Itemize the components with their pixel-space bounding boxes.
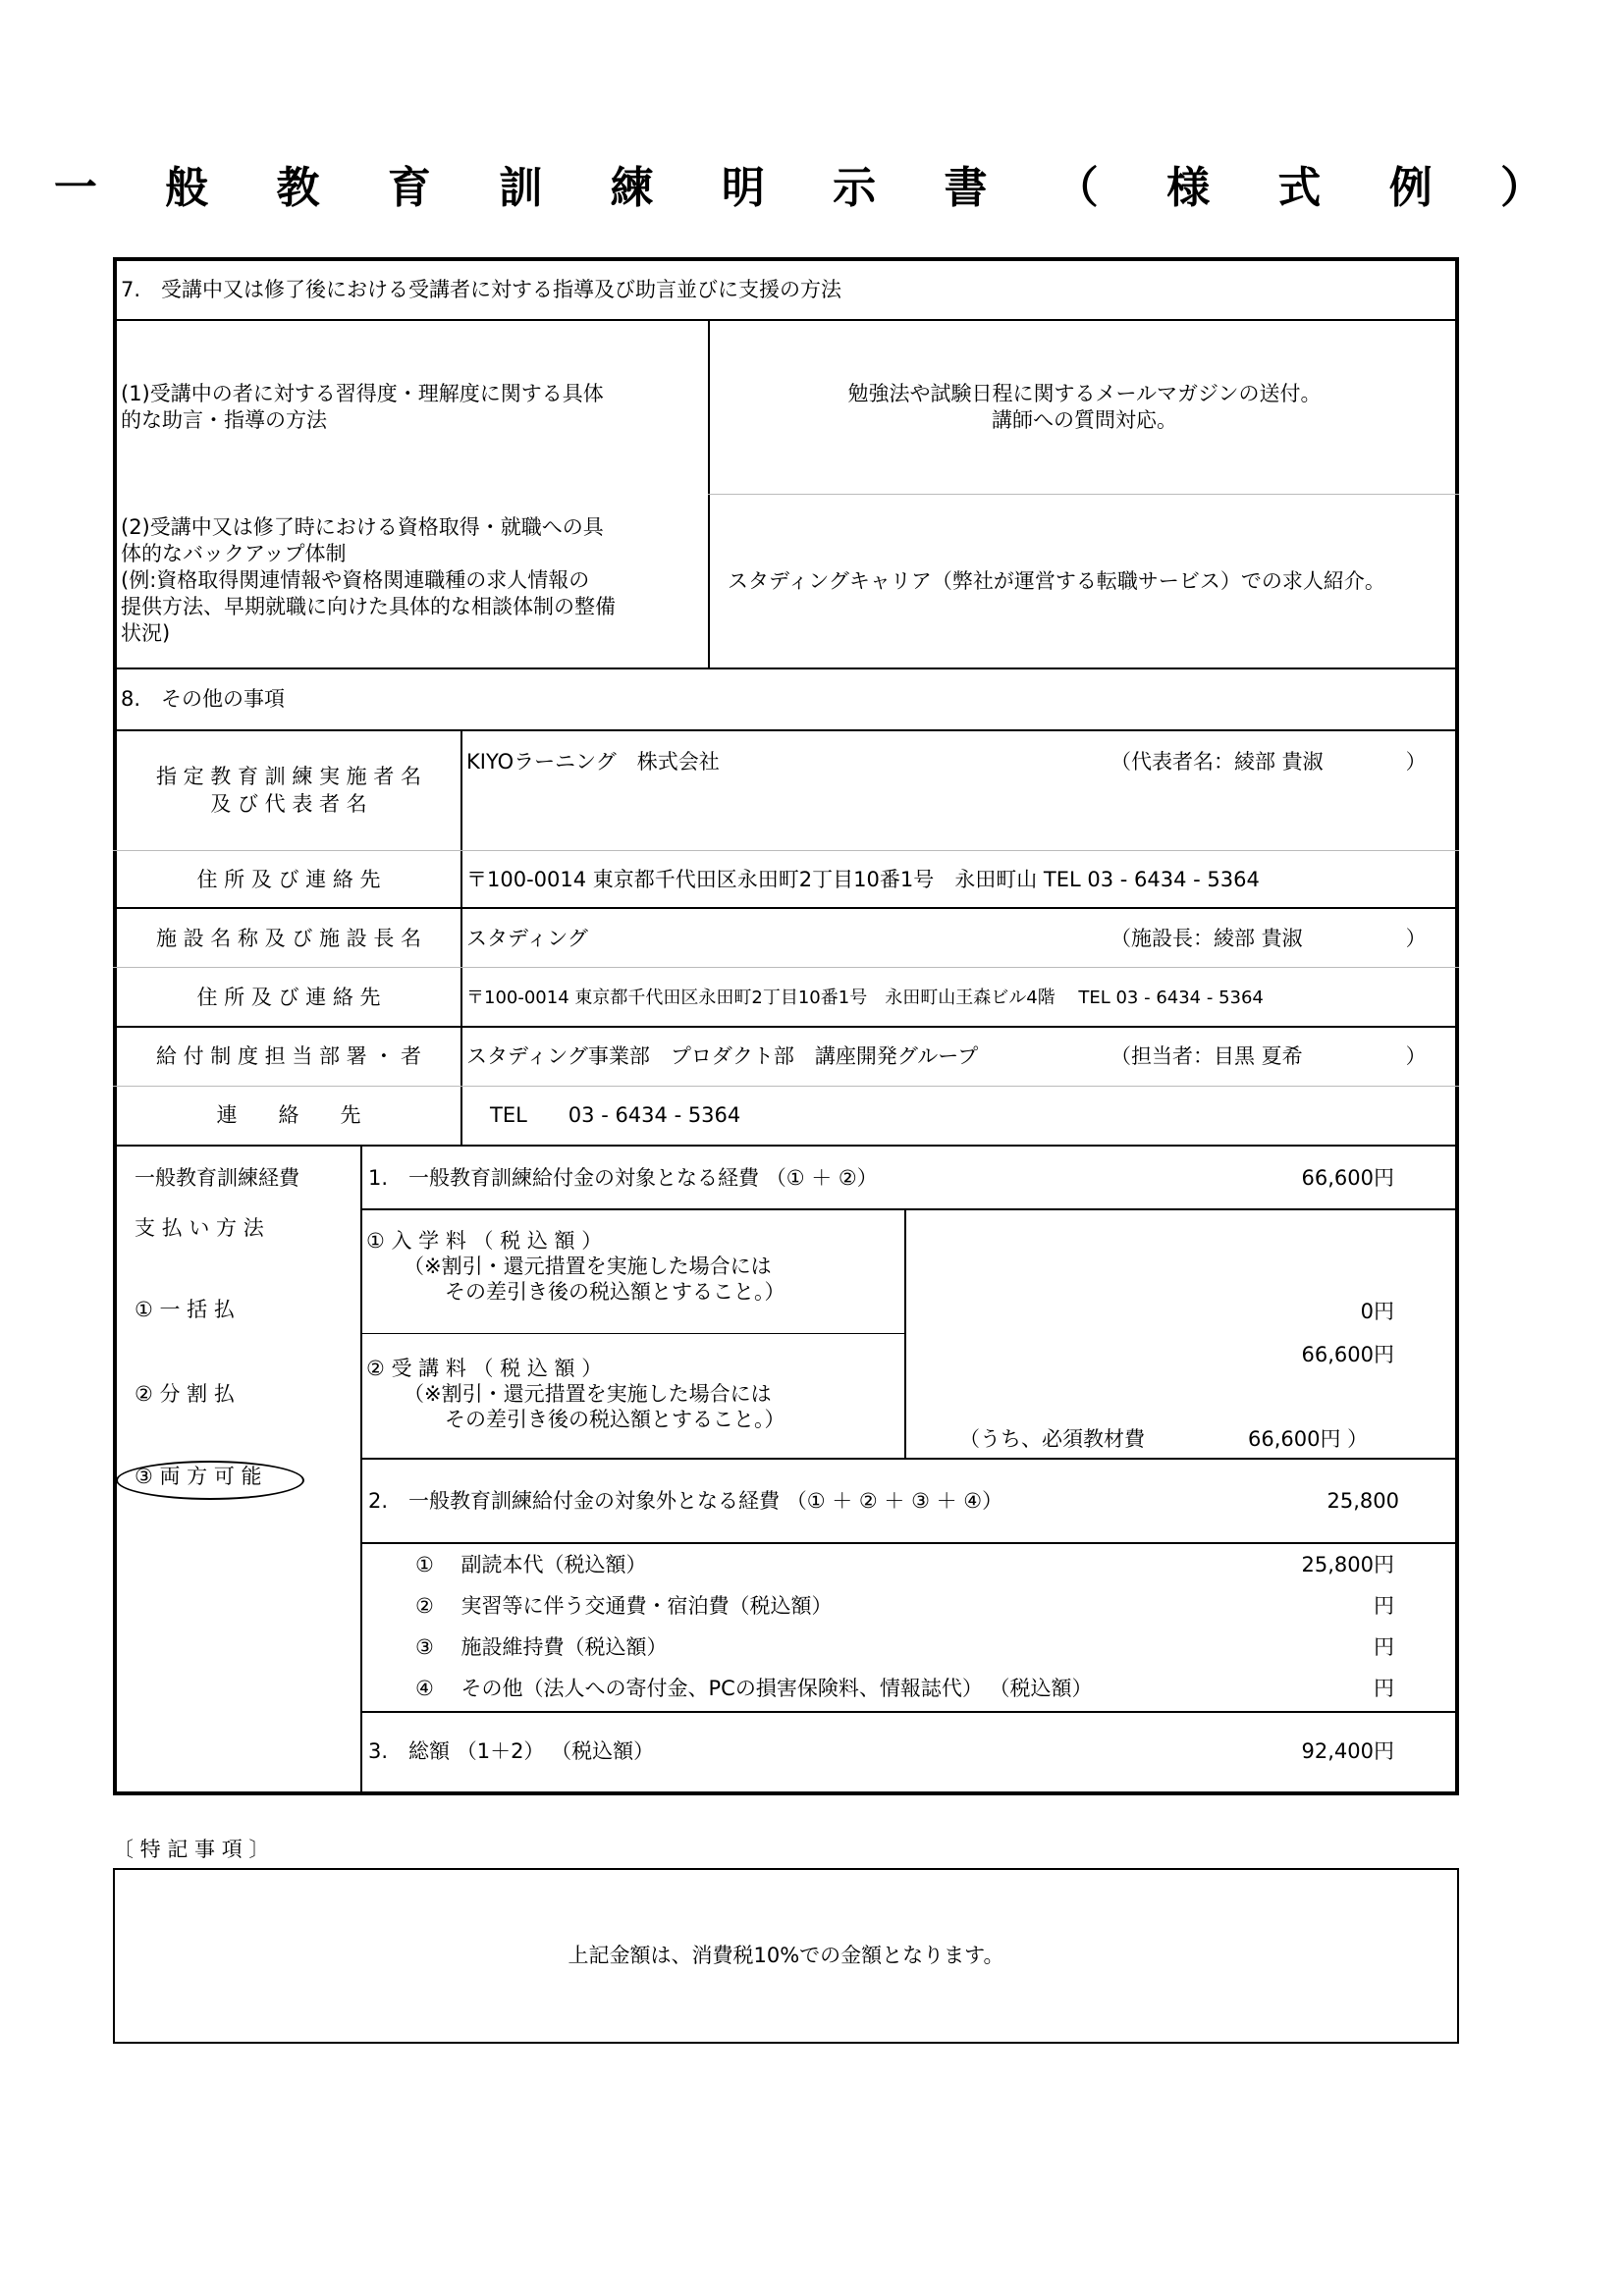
payment-option-installment: ② 分 割 払 — [135, 1382, 235, 1406]
dept-person: （担当者：目黒 夏希 ） — [1110, 1044, 1427, 1068]
entrance-fee-line1: ① 入 学 料 （ 税 込 額 ） — [366, 1229, 603, 1253]
sub-cost4-value: 円 — [1374, 1677, 1394, 1700]
payment-method-label: 支 払 い 方 法 — [135, 1216, 264, 1240]
document-title: 一 般 教 育 訓 練 明 示 書 （ 様 式 例 ） — [53, 163, 1571, 213]
sub-cost3-label: ③ 施設維持費（税込額） — [415, 1635, 668, 1659]
tuition-line1: ② 受 講 料 （ 税 込 額 ） — [366, 1357, 603, 1380]
item1-label-line2: 的な助言・指導の方法 — [121, 408, 327, 432]
item1-label-line1: (1)受講中の者に対する習得度・理解度に関する具体 — [121, 382, 604, 405]
tuition-line2: （※割引・還元措置を実施した場合には — [404, 1382, 772, 1406]
entrance-fee-value: 0円 — [1360, 1300, 1394, 1323]
facility-name: スタディング — [466, 927, 588, 950]
special-notes-heading: 〔 特 記 事 項 〕 — [113, 1838, 270, 1861]
section7-heading: 7. 受講中又は修了後における受講者に対する指導及び助言並びに支援の方法 — [121, 278, 842, 301]
facility-head: （施設長：綾部 貴淑 ） — [1110, 927, 1427, 950]
dept-label: 給 付 制 度 担 当 部 署 ・ 者 — [155, 1044, 422, 1068]
sub-cost1-value: 25,800円 — [1301, 1553, 1394, 1576]
cost2-label: 2. 一般教育訓練給付金の対象外となる経費 （① ＋ ② ＋ ③ ＋ ④） — [368, 1489, 1003, 1513]
provider-label-line2: 及 び 代 表 者 名 — [210, 792, 367, 816]
item2-label-line5: 状況) — [121, 621, 171, 645]
provider-name: KIYOラーニング 株式会社 — [466, 750, 720, 774]
item2-label-line4: 提供方法、早期就職に向けた具体的な相談体制の整備 — [121, 595, 616, 618]
cost1-label: 1. 一般教育訓練給付金の対象となる経費 （① ＋ ②） — [368, 1166, 878, 1190]
provider-label-line1: 指 定 教 育 訓 練 実 施 者 名 — [155, 765, 422, 788]
provider-representative: （代表者名：綾部 貴淑 ） — [1110, 750, 1427, 774]
facility-address-label: 住 所 及 び 連 絡 先 — [196, 986, 381, 1009]
cost2-value: 25,800 — [1326, 1489, 1399, 1513]
cost1-value: 66,600円 — [1301, 1166, 1394, 1190]
cost-left-label: 一般教育訓練経費 — [135, 1166, 299, 1190]
total-label: 3. 総額 （1＋2） （税込額） — [368, 1739, 655, 1763]
item1-value-line2: 講師への質問対応。 — [992, 408, 1177, 432]
tuition-line3: その差引き後の税込額とすること。） — [445, 1408, 785, 1431]
payment-option-lump-sum: ① 一 括 払 — [135, 1298, 235, 1321]
provider-address: 〒100-0014 東京都千代田区永田町2丁目10番1号 永田町山 TEL 03 - 6434 - 5364 — [466, 868, 1260, 891]
entrance-fee-line3: その差引き後の税込額とすること。） — [445, 1280, 785, 1304]
special-notes-body: 上記金額は、消費税10%での金額となります。 — [568, 1944, 1004, 1967]
contact-label: 連 絡 先 — [216, 1103, 361, 1127]
payment-option-both: ③ 両 方 可 能 — [135, 1465, 262, 1488]
sub-cost2-value: 円 — [1374, 1594, 1394, 1618]
item2-label-line3: (例:資格取得関連情報や資格関連職種の求人情報の — [121, 568, 590, 592]
sub-cost3-value: 円 — [1374, 1635, 1394, 1659]
item2-label-line1: (2)受講中又は修了時における資格取得・就職への具 — [121, 515, 604, 539]
section8-heading: 8. その他の事項 — [121, 687, 286, 711]
sub-cost1-label: ① 副読本代（税込額） — [415, 1553, 647, 1576]
provider-address-label: 住 所 及 び 連 絡 先 — [196, 868, 381, 891]
item1-value-line1: 勉強法や試験日程に関するメールマガジンの送付。 — [847, 382, 1322, 405]
item2-value: スタディングキャリア（弊社が運営する転職サービス）での求人紹介。 — [728, 569, 1385, 593]
tuition-materials-note: （うち、必須教材費 66,600円 ） — [959, 1427, 1369, 1451]
sub-cost2-label: ② 実習等に伴う交通費・宿泊費（税込額） — [415, 1594, 833, 1618]
entrance-fee-line2: （※割引・還元措置を実施した場合には — [404, 1255, 772, 1278]
contact-tel: TEL 03 - 6434 - 5364 — [490, 1103, 741, 1127]
sub-cost4-label: ④ その他（法人への寄付金、PCの損害保険料、情報誌代） （税込額） — [415, 1677, 1093, 1700]
facility-label: 施 設 名 称 及 び 施 設 長 名 — [155, 927, 422, 950]
tuition-value: 66,600円 — [1301, 1343, 1394, 1366]
total-value: 92,400円 — [1301, 1739, 1394, 1763]
item2-label-line2: 体的なバックアップ体制 — [121, 542, 347, 565]
facility-address: 〒100-0014 東京都千代田区永田町2丁目10番1号 永田町山王森ビル4階 TEL 03 - 6434 - 5364 — [466, 988, 1264, 1008]
dept-name: スタディング事業部 プロダクト部 講座開発グループ — [466, 1044, 979, 1068]
